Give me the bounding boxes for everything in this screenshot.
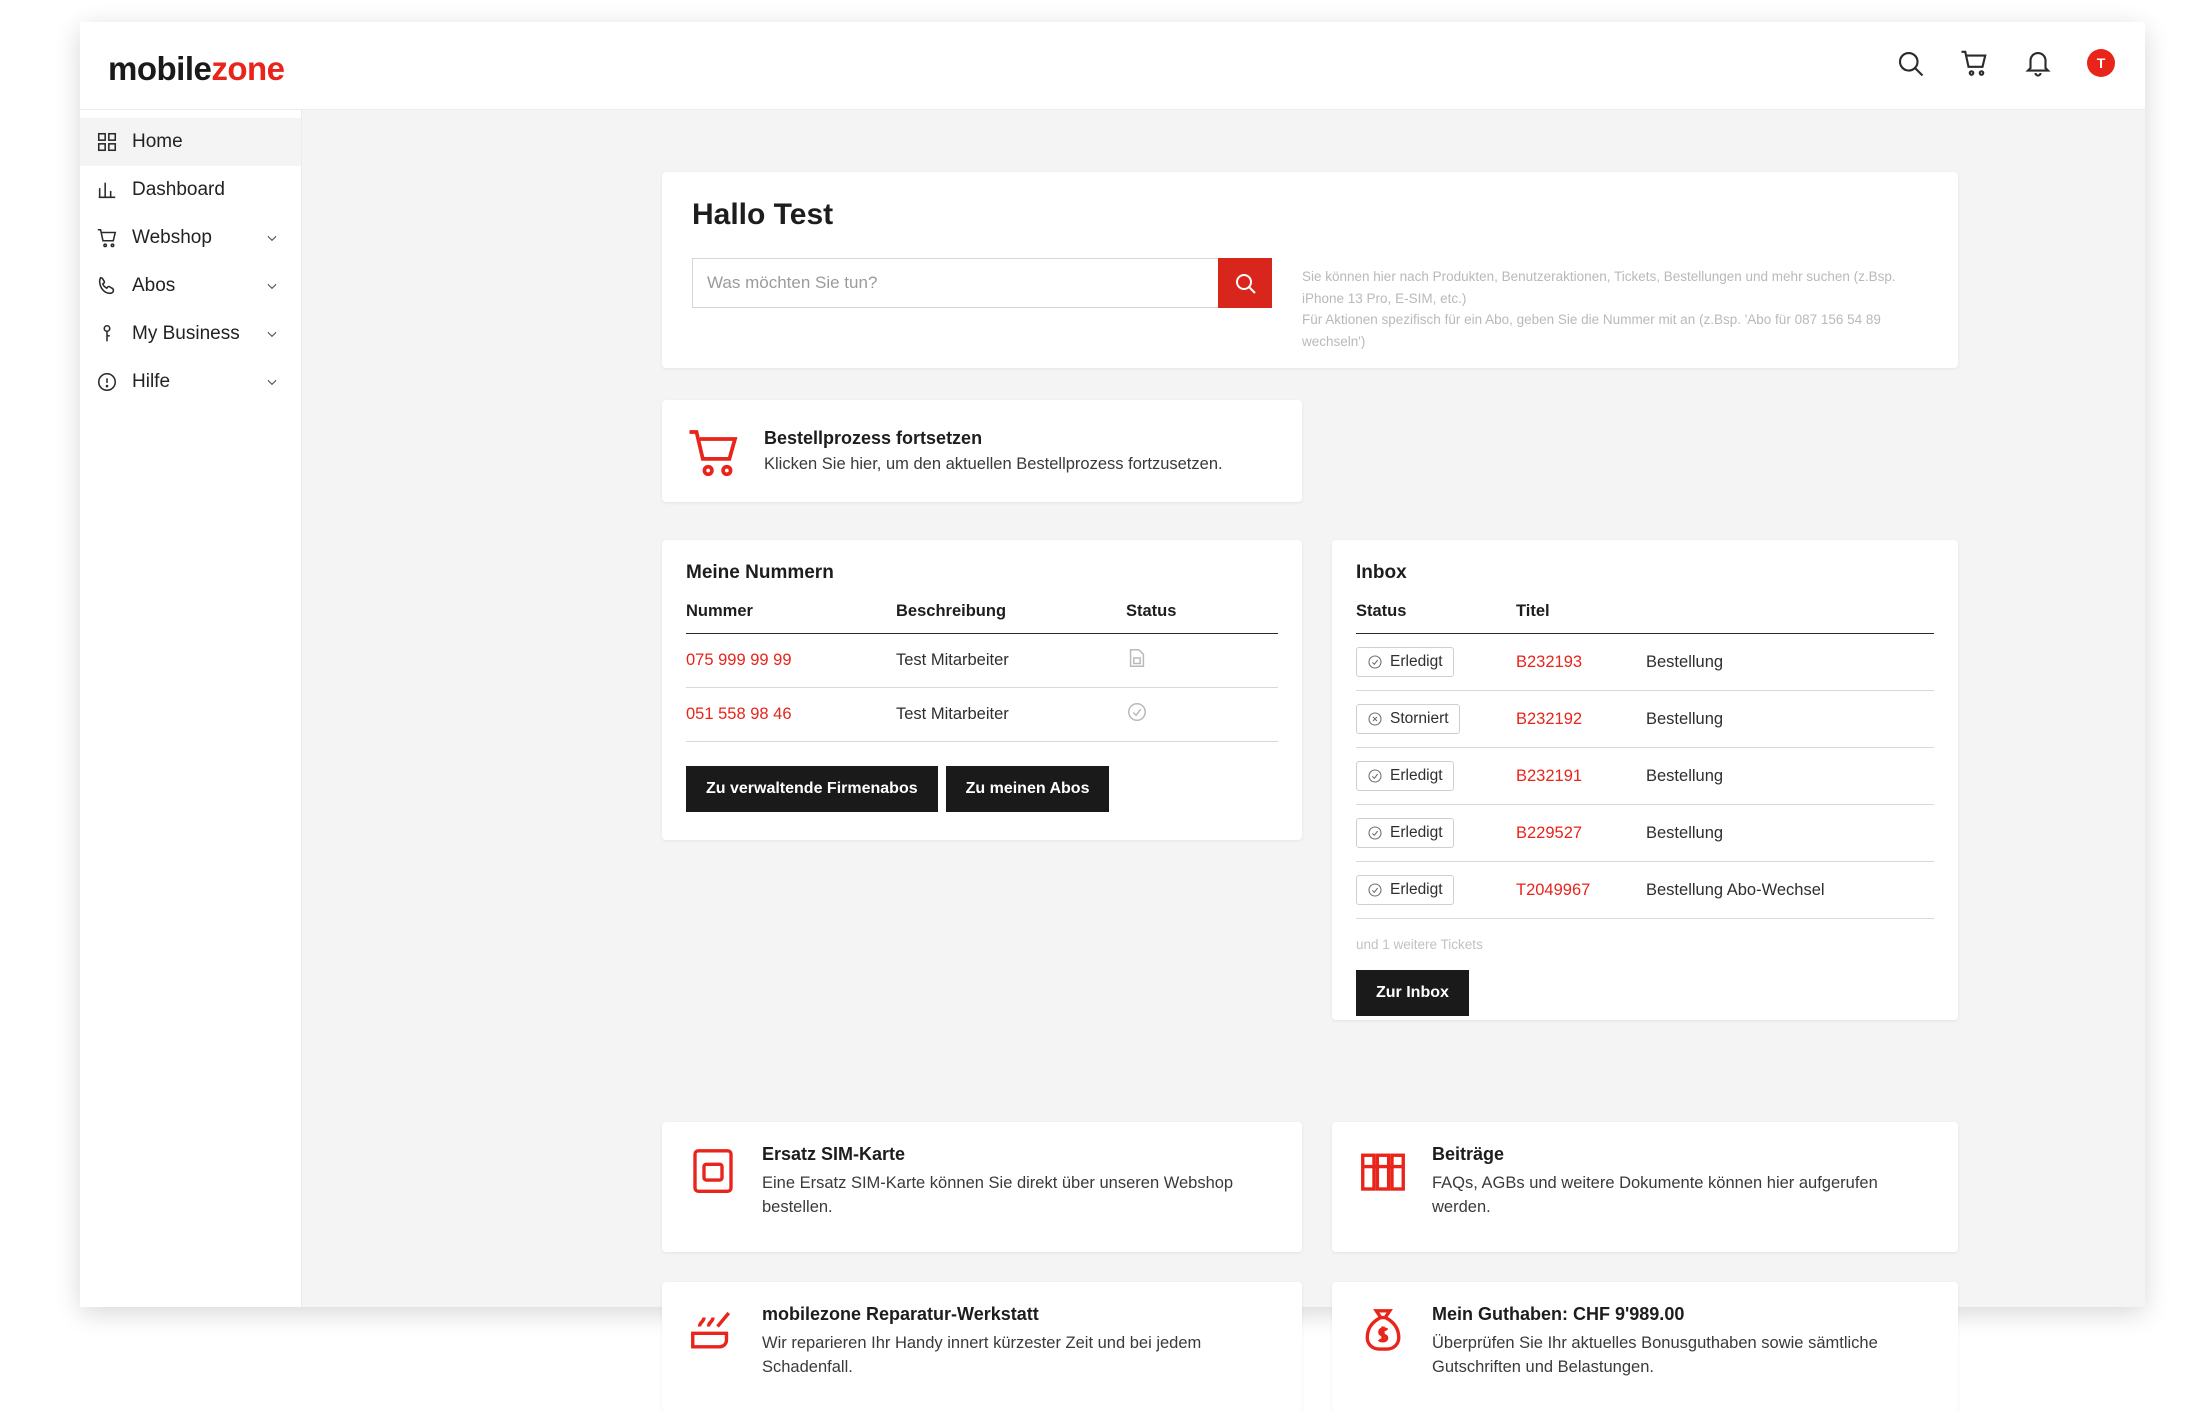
column-header-nummer: Nummer	[686, 602, 896, 634]
check-circle-icon	[1126, 701, 1148, 723]
cart-icon	[96, 227, 118, 249]
sidebar-item-label: Abos	[132, 275, 176, 296]
money-bag-icon	[1356, 1304, 1410, 1358]
inbox-ticket-link[interactable]: T2049967	[1516, 880, 1591, 899]
inbox-status	[1356, 805, 1516, 862]
tile-documents[interactable]	[1332, 1122, 1958, 1252]
inbox-title: Bestellung	[1646, 634, 1934, 691]
table-header-row	[686, 602, 1278, 634]
brand-logo-part2: zone	[211, 50, 285, 87]
cart-icon[interactable]	[1959, 48, 1989, 78]
sidebar-item-label: Webshop	[132, 227, 212, 248]
avatar[interactable]	[2087, 49, 2115, 77]
table-row[interactable]	[1356, 691, 1934, 748]
tile-title: Ersatz SIM-Karte	[762, 1144, 906, 1164]
sidebar-item-dashboard[interactable]	[80, 166, 301, 214]
table-header-row	[1356, 602, 1934, 634]
chevron-down-icon	[265, 279, 279, 293]
inbox-ticket[interactable]	[1516, 748, 1646, 805]
sim-card-icon	[1126, 647, 1148, 669]
chevron-down-icon	[265, 231, 279, 245]
inbox-ticket-link[interactable]: B232193	[1516, 652, 1583, 671]
inbox-table	[1356, 602, 1934, 919]
number-link[interactable]	[686, 634, 896, 688]
number-status	[1126, 634, 1278, 688]
number-link-text[interactable]: 075 999 99 99	[686, 651, 792, 669]
inbox-ticket-link[interactable]: B232192	[1516, 709, 1583, 728]
cart-icon	[686, 425, 742, 477]
tile-title: Beiträge	[1432, 1144, 1505, 1164]
tile-subtitle: Wir reparieren Ihr Handy innert kürzester Zeit und bei jedem Schadenfall.	[762, 1334, 1202, 1376]
inbox-ticket[interactable]	[1516, 634, 1646, 691]
tile-title: mobilezone Reparatur-Werkstatt	[762, 1304, 1039, 1324]
status-badge-label: Storniert	[1390, 710, 1449, 727]
search-hint	[1302, 266, 1902, 352]
page-title: Hallo Test	[692, 198, 834, 231]
status-badge	[1356, 818, 1454, 848]
check-circle-icon	[1367, 882, 1383, 898]
inbox-ticket[interactable]	[1516, 805, 1646, 862]
check-circle-icon	[1367, 825, 1383, 841]
table-row[interactable]	[1356, 748, 1934, 805]
table-row[interactable]	[1356, 862, 1934, 919]
status-badge-label: Erledigt	[1390, 767, 1443, 784]
check-circle-icon	[1367, 768, 1383, 784]
tile-subtitle: Überprüfen Sie Ihr aktuelles Bonusguthaben sowie sämtliche Gutschriften und Belastungen.	[1432, 1334, 1878, 1376]
column-header-beschreibung: Beschreibung	[896, 602, 1126, 634]
continue-order-banner[interactable]	[662, 400, 1302, 502]
status-badge	[1356, 761, 1454, 791]
inbox-ticket-link[interactable]: B229527	[1516, 823, 1583, 842]
column-header-status: Status	[1126, 602, 1278, 634]
chevron-down-icon	[265, 327, 279, 341]
inbox-title: Bestellung	[1646, 805, 1934, 862]
my-numbers-actions	[686, 766, 1278, 812]
column-header-status: Status	[1356, 602, 1516, 634]
table-row[interactable]	[686, 688, 1278, 742]
number-description: Test Mitarbeiter	[896, 634, 1126, 688]
inbox-title: Bestellung	[1646, 748, 1934, 805]
inbox-title: Bestellung Abo-Wechsel	[1646, 862, 1934, 919]
x-circle-icon	[1367, 711, 1383, 727]
key-icon	[96, 323, 118, 345]
search-input[interactable]	[692, 258, 1218, 308]
inbox-ticket-link[interactable]: B232191	[1516, 766, 1583, 785]
inbox-status	[1356, 691, 1516, 748]
status-badge	[1356, 704, 1460, 734]
app-window	[80, 22, 2145, 1376]
documents-icon	[1356, 1144, 1410, 1198]
sidebar-item-label: Dashboard	[132, 179, 225, 200]
banner-title: Bestellprozess fortsetzen	[764, 428, 983, 448]
search-icon[interactable]	[1895, 48, 1925, 78]
inbox-status	[1356, 634, 1516, 691]
bell-icon[interactable]	[2023, 48, 2053, 78]
repair-icon	[686, 1304, 740, 1358]
search-bar	[692, 258, 1272, 308]
table-row[interactable]	[1356, 634, 1934, 691]
info-icon	[96, 371, 118, 393]
inbox-card	[1332, 540, 1958, 1020]
inbox-ticket[interactable]	[1516, 691, 1646, 748]
table-row[interactable]	[686, 634, 1278, 688]
tile-title: Mein Guthaben: CHF 9'989.00	[1432, 1304, 1685, 1324]
grid-icon	[96, 131, 118, 153]
status-badge-label: Erledigt	[1390, 653, 1443, 670]
my-subscriptions-button[interactable]: Zu meinen Abos	[946, 766, 1110, 812]
tile-replacement-sim[interactable]	[662, 1122, 1302, 1252]
status-badge	[1356, 647, 1454, 677]
sidebar-item-home[interactable]	[80, 118, 301, 166]
tile-repair-workshop[interactable]	[662, 1282, 1302, 1412]
chevron-down-icon	[265, 375, 279, 389]
number-description: Test Mitarbeiter	[896, 688, 1126, 742]
inbox-ticket[interactable]	[1516, 862, 1646, 919]
sidebar	[80, 110, 302, 1307]
table-row[interactable]	[1356, 805, 1934, 862]
sidebar-item-abos[interactable]	[80, 262, 301, 310]
check-circle-icon	[1367, 654, 1383, 670]
avatar-initial: T	[2096, 55, 2106, 71]
column-header-titel: Titel	[1516, 602, 1646, 634]
my-numbers-card	[662, 540, 1302, 840]
hero-card	[662, 172, 1958, 368]
manage-company-subscriptions-button[interactable]: Zu verwaltende Firmenabos	[686, 766, 938, 812]
chart-icon	[96, 179, 118, 201]
status-badge	[1356, 875, 1454, 905]
column-header-blank	[1646, 602, 1934, 634]
status-badge-label: Erledigt	[1390, 881, 1443, 898]
tile-subtitle: FAQs, AGBs und weitere Dokumente können hier aufgerufen werden.	[1432, 1174, 1878, 1216]
sidebar-item-label: My Business	[132, 323, 240, 344]
inbox-status	[1356, 862, 1516, 919]
top-bar-actions	[1895, 48, 2115, 78]
search-hint-line2: Für Aktionen spezifisch für ein Abo, geben Sie die Nummer mit an (z.Bsp. 'Abo für 087 156 54 89 wechseln')	[1302, 312, 1881, 349]
main-content	[302, 110, 2145, 1376]
sim-card-icon	[686, 1144, 740, 1198]
search-hint-line1: Sie können hier nach Produkten, Benutzeraktionen, Tickets, Bestellungen und mehr suchen (z.Bsp. iPhone 13 Pro, E-SIM, etc.)	[1302, 269, 1896, 306]
status-badge-label: Erledigt	[1390, 824, 1443, 841]
inbox-status	[1356, 748, 1516, 805]
number-link[interactable]	[686, 688, 896, 742]
phone-icon	[96, 275, 118, 297]
card-title: Inbox	[1356, 562, 1407, 583]
top-bar	[80, 22, 2145, 110]
sidebar-item-label: Hilfe	[132, 371, 171, 392]
sidebar-item-label: Home	[132, 131, 183, 152]
number-status	[1126, 688, 1278, 742]
sidebar-item-webshop[interactable]	[80, 214, 301, 262]
sidebar-item-hilfe[interactable]	[80, 358, 301, 406]
search-icon	[1233, 271, 1257, 295]
banner-subtitle: Klicken Sie hier, um den aktuellen Bestellprozess fortzusetzen.	[764, 455, 1223, 473]
my-numbers-table	[686, 602, 1278, 742]
search-submit-button[interactable]	[1218, 258, 1272, 308]
inbox-title: Bestellung	[1646, 691, 1934, 748]
tile-subtitle: Eine Ersatz SIM-Karte können Sie direkt über unseren Webshop bestellen.	[762, 1174, 1234, 1216]
brand-logo-part1: mobile	[108, 50, 212, 87]
number-link-text[interactable]: 051 558 98 46	[686, 705, 792, 723]
sidebar-item-my-business[interactable]	[80, 310, 301, 358]
card-title: Meine Nummern	[686, 562, 834, 583]
tile-credit-balance[interactable]	[1332, 1282, 1958, 1412]
inbox-more-note: und 1 weitere Tickets	[1356, 937, 1483, 952]
go-to-inbox-button[interactable]: Zur Inbox	[1356, 970, 1469, 1016]
brand-logo[interactable]	[108, 50, 285, 88]
